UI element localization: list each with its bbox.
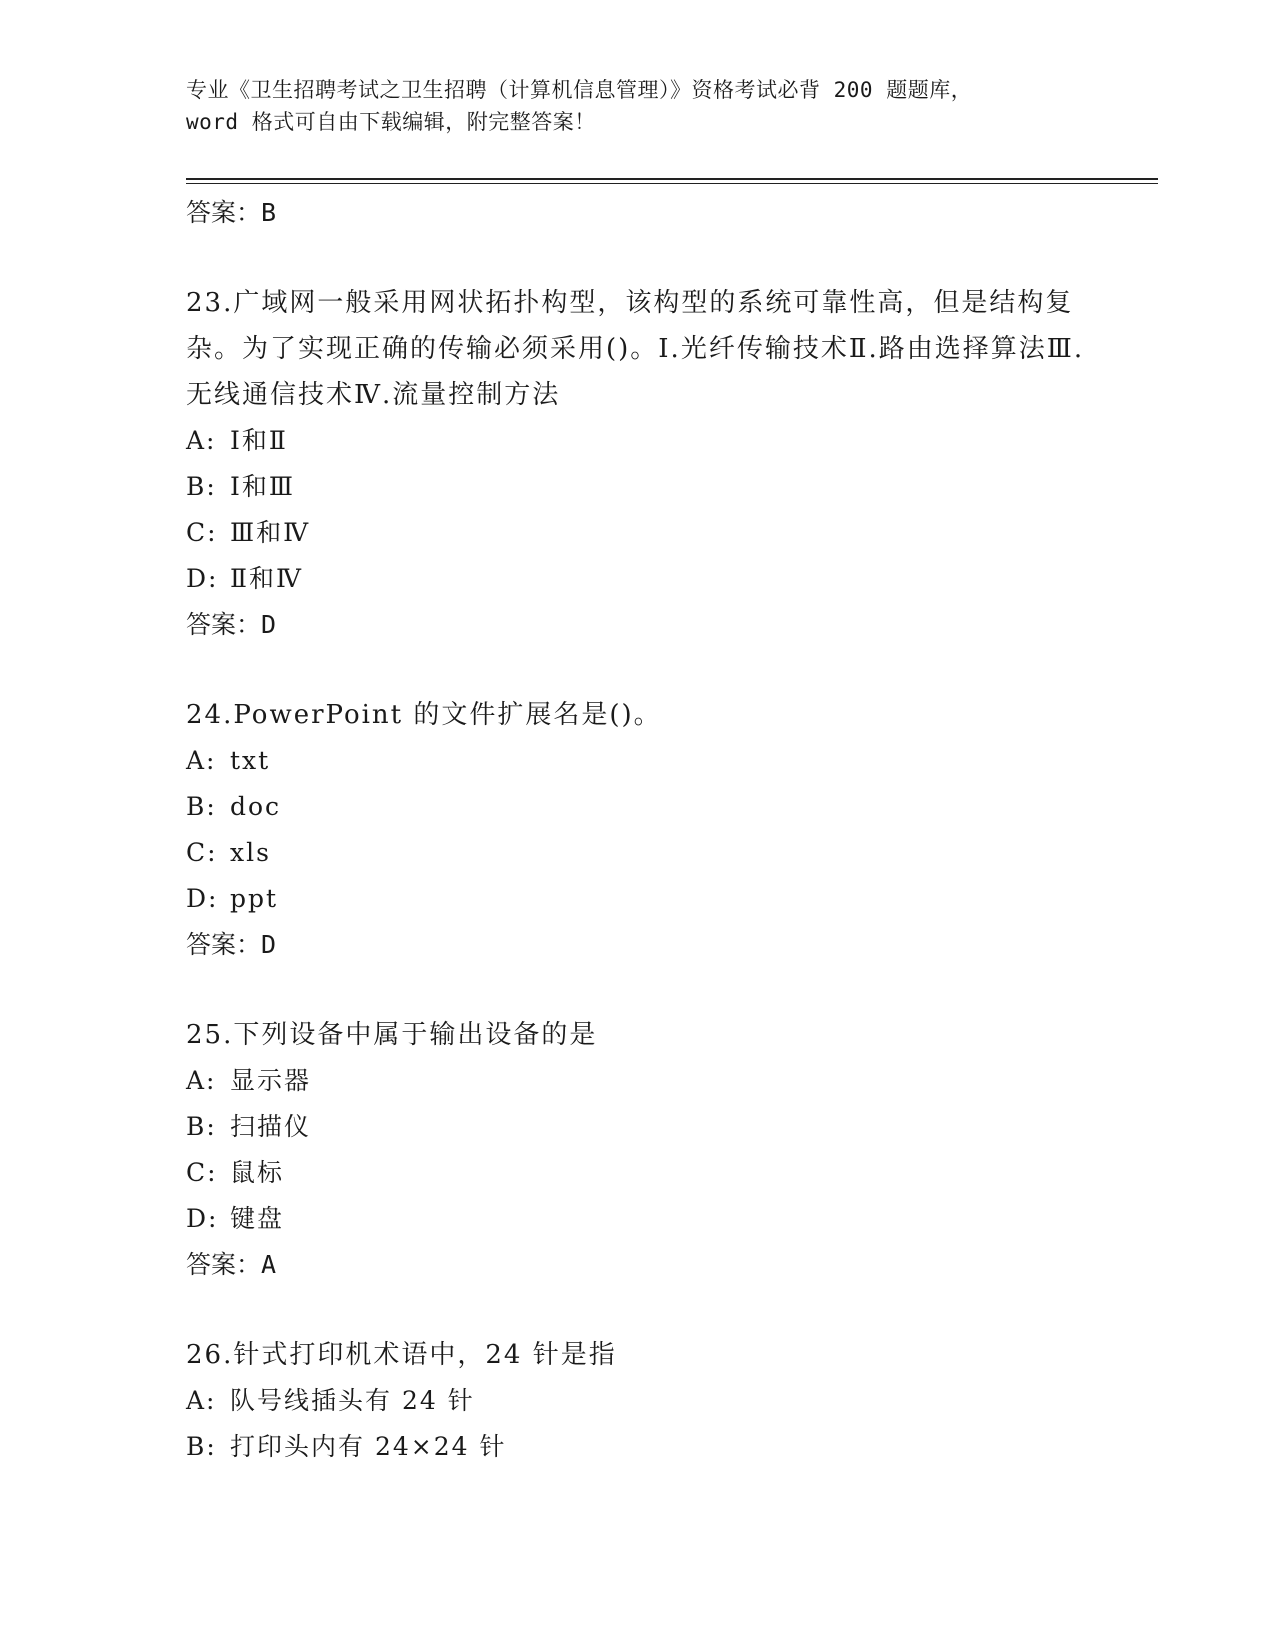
option-b [186,784,1086,830]
option-c [186,1150,1086,1196]
option-d [186,556,1086,602]
option-b [186,1424,1086,1470]
option-d [186,876,1086,922]
option-letter: A: [186,426,217,455]
header-line-2: word 格式可自由下载编辑，附完整答案！ [186,110,596,134]
option-a [186,738,1086,784]
option-a [186,1378,1086,1424]
option-letter: B: [186,472,217,501]
option-text: 打印头内有 24×24 针 [230,1432,507,1461]
option-letter: A: [186,1066,217,1095]
question-block [186,1332,1086,1470]
option-text: 队号线插头有 24 针 [230,1386,475,1415]
option-b [186,1104,1086,1150]
option-text: doc [230,792,282,821]
answer-line: 答案：A [186,1250,277,1279]
document-header [186,74,1086,138]
option-text: txt [230,746,271,775]
option-text: 显示器 [230,1066,312,1095]
header-divider [186,178,1158,180]
option-text: Ⅰ和Ⅲ [230,472,295,501]
option-b [186,464,1086,510]
question-text: 23.广域网一般采用网状拓扑构型，该构型的系统可靠性高，但是结构复杂。为了实现正确的传输必须采用()。Ⅰ.光纤传输技术Ⅱ.路由选择算法Ⅲ.无线通信技术Ⅳ.流量控制方法 [186,288,1085,410]
option-text: 鼠标 [230,1158,285,1187]
option-text: ppt [230,884,279,913]
option-text: Ⅱ和Ⅳ [230,564,303,593]
answer-line: 答案：B [186,198,277,227]
option-letter: B: [186,1112,217,1141]
header-line-1: 专业《卫生招聘考试之卫生招聘（计算机信息管理）》资格考试必背 200 题题库， [186,78,973,102]
option-text: Ⅲ和Ⅳ [230,518,311,547]
option-letter: D: [186,884,219,913]
option-letter: B: [186,792,217,821]
option-c [186,830,1086,876]
option-text: 键盘 [230,1204,285,1233]
question-block [186,280,1086,648]
option-text: Ⅰ和Ⅱ [230,426,288,455]
question-text: 24.PowerPoint 的文件扩展名是()。 [186,700,662,730]
option-letter: D: [186,1204,219,1233]
document-body [186,190,1086,1470]
option-letter: B: [186,1432,217,1461]
option-text: xls [230,838,271,867]
option-letter: C: [186,518,218,547]
option-letter: A: [186,1386,217,1415]
option-letter: D: [186,564,219,593]
question-text: 26.针式打印机术语中，24 针是指 [186,1340,617,1370]
question-block [186,1012,1086,1288]
option-text: 扫描仪 [230,1112,312,1141]
option-letter: C: [186,838,218,867]
option-c [186,510,1086,556]
option-a [186,1058,1086,1104]
question-block [186,692,1086,968]
question-text: 25.下列设备中属于输出设备的是 [186,1020,598,1050]
header-divider-thin [186,183,1158,184]
answer-line: 答案：D [186,610,277,639]
option-letter: A: [186,746,217,775]
option-a [186,418,1086,464]
option-d [186,1196,1086,1242]
answer-line: 答案：D [186,930,277,959]
option-letter: C: [186,1158,218,1187]
